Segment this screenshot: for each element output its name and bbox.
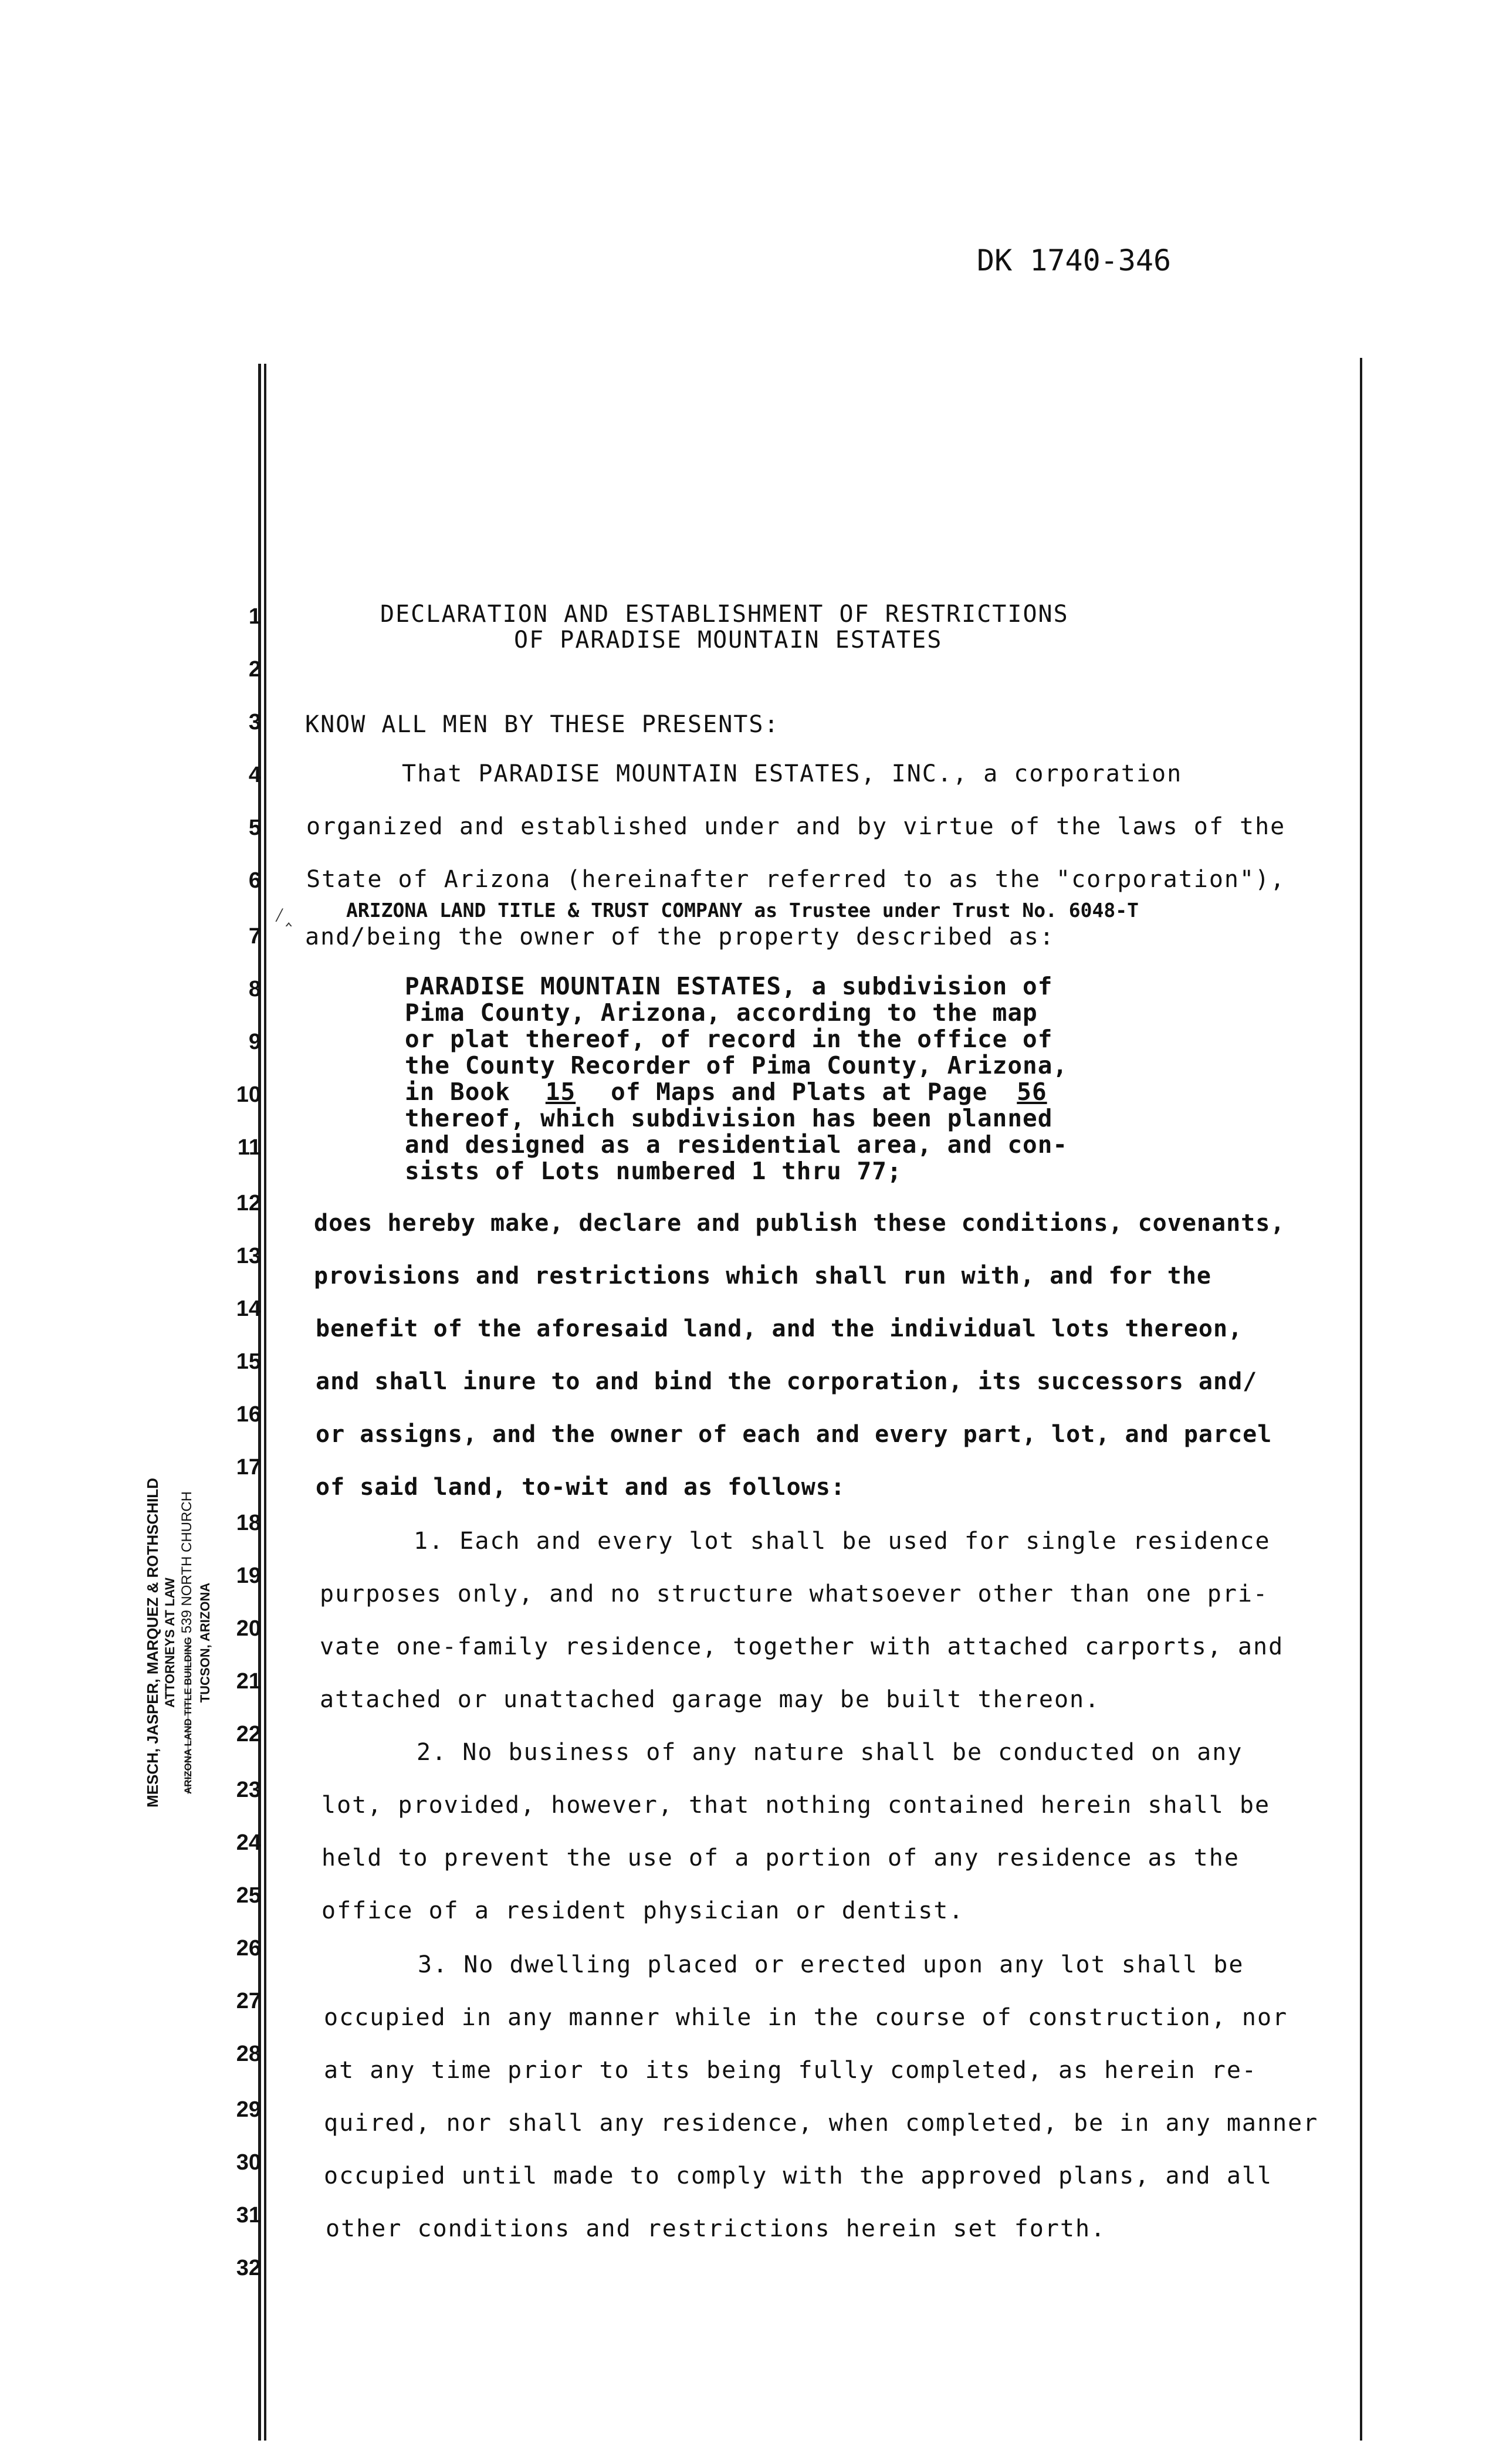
firm-city: TUCSON, ARIZONA xyxy=(198,1582,212,1703)
line-number: 30 xyxy=(236,2150,261,2175)
line-number: 31 xyxy=(236,2203,261,2228)
body-line: or assigns, and the owner of each and every part, lot, and parcel xyxy=(316,1421,1272,1448)
line-number: 16 xyxy=(236,1402,261,1427)
line-number: 27 xyxy=(236,1989,261,2013)
line-number: 24 xyxy=(236,1830,261,1855)
line-number: 7 xyxy=(248,924,261,949)
line-number: 23 xyxy=(236,1778,261,1802)
body-line: other conditions and restrictions herein set forth. xyxy=(326,2215,1106,2242)
line-number: 10 xyxy=(236,1082,261,1107)
firm-line3 xyxy=(178,1431,197,1854)
body-line: quired, nor shall any residence, when completed, be in any manner xyxy=(324,2110,1319,2137)
restriction-2-start: 2. No business of any nature shall be conducted on any xyxy=(417,1739,1243,1766)
line-number: 18 xyxy=(236,1511,261,1535)
document-title-line2: OF PARADISE MOUNTAIN ESTATES xyxy=(514,627,943,654)
description-line: the County Recorder of Pima County, Arizona, xyxy=(405,1051,1068,1079)
line-number: 15 xyxy=(236,1349,261,1374)
description-line: thereof, which subdivision has been planned xyxy=(405,1104,1053,1132)
left-margin-rule-inner xyxy=(264,364,266,2441)
line-number: 14 xyxy=(236,1297,261,1321)
body-line: attached or unattached garage may be built thereon. xyxy=(320,1686,1101,1713)
trustee-insertion: ARIZONA LAND TITLE & TRUST COMPANY as Trustee under Trust No. 6048-T xyxy=(346,899,1139,922)
body-line: State of Arizona (hereinafter referred to as the "corporation"), xyxy=(306,866,1286,893)
body-line: purposes only, and no structure whatsoever other than one pri- xyxy=(320,1580,1269,1607)
restriction-1-start: 1. Each and every lot shall be used for single residence xyxy=(414,1528,1271,1555)
book-number: 15 xyxy=(545,1078,576,1106)
firm-address: 539 NORTH CHURCH xyxy=(179,1491,195,1634)
page-number: 56 xyxy=(1017,1078,1047,1106)
maps-plats-label: of Maps and Plats at Page xyxy=(611,1078,988,1106)
document-title-line1: DECLARATION AND ESTABLISHMENT OF RESTRICTIONS xyxy=(380,601,1069,628)
body-line: That PARADISE MOUNTAIN ESTATES, INC., a corporation xyxy=(402,760,1183,787)
right-margin-rule xyxy=(1360,358,1362,2441)
line-number: 19 xyxy=(236,1563,261,1588)
line-number: 21 xyxy=(236,1669,261,1694)
line-number: 3 xyxy=(248,710,261,735)
description-line: PARADISE MOUNTAIN ESTATES, a subdivision of xyxy=(405,972,1053,1000)
description-line: and designed as a residential area, and con- xyxy=(405,1131,1068,1159)
line-number: 4 xyxy=(248,763,261,787)
body-line: lot, provided, however, that nothing contained herein shall be xyxy=(321,1792,1271,1819)
line-number: 25 xyxy=(236,1883,261,1908)
body-line: occupied in any manner while in the course of construction, nor xyxy=(324,2004,1288,2031)
body-line: occupied until made to comply with the approved plans, and all xyxy=(324,2162,1273,2189)
line-number: 8 xyxy=(248,977,261,1001)
firm-name: MESCH, JASPER, MARQUEZ & ROTHSCHILD xyxy=(144,1478,161,1808)
line-number: 11 xyxy=(237,1135,261,1160)
body-line: organized and established under and by virtue of the laws of the xyxy=(306,813,1286,840)
line-number: 12 xyxy=(236,1191,261,1216)
body-line: of said land, to-wit and as follows: xyxy=(316,1474,845,1501)
body-line: vate one-family residence, together with attached carports, and xyxy=(320,1633,1284,1660)
firm-struck-building: ARIZONA LAND TITLE BUILDING xyxy=(182,1637,194,1794)
law-firm-margin-stamp xyxy=(144,1431,214,1854)
description-line: or plat thereof, of record in the office of xyxy=(405,1025,1053,1053)
line-number: 32 xyxy=(236,2256,261,2280)
body-line: held to prevent the use of a portion of any residence as the xyxy=(321,1844,1240,1871)
insertion-caret-mark: ⁄‸ xyxy=(273,903,292,927)
body-line: and shall inure to and bind the corporation, its successors and/ xyxy=(316,1368,1258,1395)
body-line: office of a resident physician or dentist. xyxy=(321,1897,964,1924)
line-number: 5 xyxy=(248,815,261,840)
description-book-page-line xyxy=(405,1078,1061,1105)
book-label: in Book xyxy=(405,1078,510,1106)
description-line: sists of Lots numbered 1 thru 77; xyxy=(405,1157,902,1185)
restriction-3-start: 3. No dwelling placed or erected upon any lot shall be xyxy=(418,1951,1244,1978)
line-number: 20 xyxy=(236,1616,261,1641)
line-number: 1 xyxy=(248,604,261,629)
line-number: 22 xyxy=(236,1722,261,1747)
firm-line2: ATTORNEYS AT LAW xyxy=(163,1578,177,1708)
book-page-number: DK 1740-346 xyxy=(977,243,1172,277)
line-number: 6 xyxy=(248,868,261,893)
body-line: and/being the owner of the property described as: xyxy=(305,923,1055,950)
body-line: provisions and restrictions which shall run with, and for the xyxy=(314,1263,1212,1289)
line-number: 26 xyxy=(236,1936,261,1961)
line-number: 13 xyxy=(236,1244,261,1268)
body-line: at any time prior to its being fully completed, as herein re- xyxy=(324,2057,1258,2084)
line-number: 17 xyxy=(236,1455,261,1480)
description-line: Pima County, Arizona, according to the map xyxy=(405,999,1038,1027)
line-number: 28 xyxy=(236,2042,261,2066)
line-number: 29 xyxy=(236,2097,261,2122)
line-number: 9 xyxy=(248,1030,261,1054)
line-number: 2 xyxy=(248,657,261,682)
body-line: benefit of the aforesaid land, and the individual lots thereon, xyxy=(316,1315,1243,1342)
know-all-men: KNOW ALL MEN BY THESE PRESENTS: xyxy=(305,711,780,738)
body-line: does hereby make, declare and publish these conditions, covenants, xyxy=(314,1210,1285,1237)
